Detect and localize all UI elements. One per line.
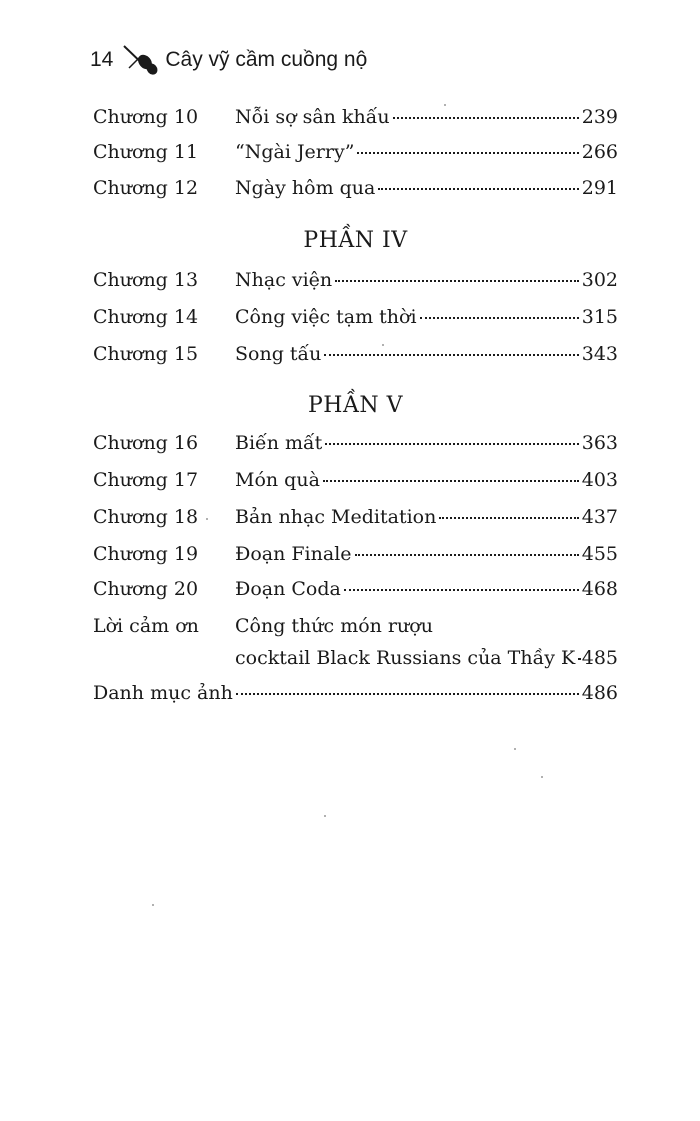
chapter-title: Song tấu	[235, 343, 322, 365]
chapter-page: 437	[581, 506, 618, 528]
chapter-title: Đoạn Finale	[235, 543, 352, 565]
chapter-page: 343	[581, 343, 618, 365]
chapter-label: Chương 16	[93, 432, 199, 454]
chapter-label: Chương 12	[93, 177, 199, 199]
dot-leader	[325, 439, 578, 445]
toc-row[interactable]	[93, 539, 618, 569]
photo-list-title: Danh mục ảnh	[93, 682, 233, 704]
header-book-title: Cây vỹ cầm cuồng nộ	[165, 48, 368, 71]
chapter-page: 291	[581, 177, 618, 199]
chapter-page: 315	[581, 306, 618, 328]
chapter-page: 455	[581, 543, 618, 565]
toc-row[interactable]	[93, 173, 618, 203]
chapter-label: Chương 20	[93, 578, 199, 600]
dot-leader	[578, 654, 579, 660]
dot-leader	[439, 513, 578, 519]
toc-row[interactable]	[93, 302, 618, 332]
dot-leader	[393, 113, 579, 119]
chapter-page: 363	[581, 432, 618, 454]
chapter-label: Chương 10	[93, 106, 199, 128]
scan-speck	[382, 344, 384, 346]
chapter-label: Chương 15	[93, 343, 199, 365]
toc-row-photo-list[interactable]	[93, 678, 618, 708]
chapter-page: 302	[581, 269, 618, 291]
dot-leader	[420, 313, 579, 319]
chapter-page: 266	[581, 141, 618, 163]
dot-leader	[378, 184, 578, 190]
dot-leader	[323, 476, 579, 482]
toc-row[interactable]	[93, 428, 618, 458]
acknowledgement-label: Lời cảm ơn	[93, 615, 199, 637]
chapter-label: Chương 13	[93, 269, 199, 291]
violin-icon	[121, 42, 161, 78]
photo-list-page: 486	[581, 682, 618, 704]
scan-speck	[514, 748, 516, 750]
chapter-page: 239	[581, 106, 618, 128]
part-heading: PHẦN V	[307, 393, 403, 418]
toc-row[interactable]	[93, 339, 618, 369]
chapter-label: Chương 19	[93, 543, 199, 565]
toc-row[interactable]	[93, 502, 618, 532]
dot-leader	[335, 276, 579, 282]
toc-row-acknowledgement[interactable]	[93, 611, 618, 641]
scan-speck	[152, 904, 154, 906]
chapter-page: 403	[581, 469, 618, 491]
toc-row[interactable]	[93, 574, 618, 604]
toc-row[interactable]	[93, 265, 618, 295]
toc-row[interactable]	[93, 465, 618, 495]
chapter-title: Công việc tạm thời	[235, 306, 417, 328]
dot-leader	[324, 350, 578, 356]
chapter-label: Chương 17	[93, 469, 199, 491]
header-page-number: 14	[90, 48, 114, 71]
chapter-label: Chương 18	[93, 506, 199, 528]
chapter-title: Món quà	[235, 469, 320, 491]
chapter-title: Bản nhạc Meditation	[235, 506, 437, 528]
dot-leader	[344, 585, 579, 591]
scan-speck	[206, 518, 208, 520]
chapter-title: Biến mất	[235, 432, 323, 454]
acknowledgement-title-line2: cocktail Black Russians của Thầy K	[235, 647, 576, 669]
dot-leader	[236, 689, 579, 695]
chapter-title: Nhạc viện	[235, 269, 333, 291]
scan-speck	[324, 815, 326, 817]
chapter-page: 468	[581, 578, 618, 600]
chapter-label: Chương 14	[93, 306, 199, 328]
dot-leader	[357, 148, 578, 154]
dot-leader	[355, 550, 579, 556]
toc-row[interactable]	[93, 102, 618, 132]
scan-speck	[444, 104, 446, 106]
acknowledgement-page: 485	[581, 647, 618, 669]
chapter-title: Đoạn Coda	[235, 578, 341, 600]
chapter-title: Ngày hôm qua	[235, 177, 376, 199]
chapter-title: Nỗi sợ sân khấu	[235, 106, 390, 128]
scan-speck	[541, 776, 543, 778]
chapter-label: Chương 11	[93, 141, 199, 163]
toc-row[interactable]	[93, 137, 618, 167]
toc-row-acknowledgement-cont[interactable]	[93, 643, 618, 673]
part-heading: PHẦN IV	[303, 228, 408, 253]
chapter-title: “Ngài Jerry”	[235, 141, 355, 163]
acknowledgement-title-line1: Công thức món rượu	[235, 615, 433, 637]
running-header	[90, 42, 367, 78]
